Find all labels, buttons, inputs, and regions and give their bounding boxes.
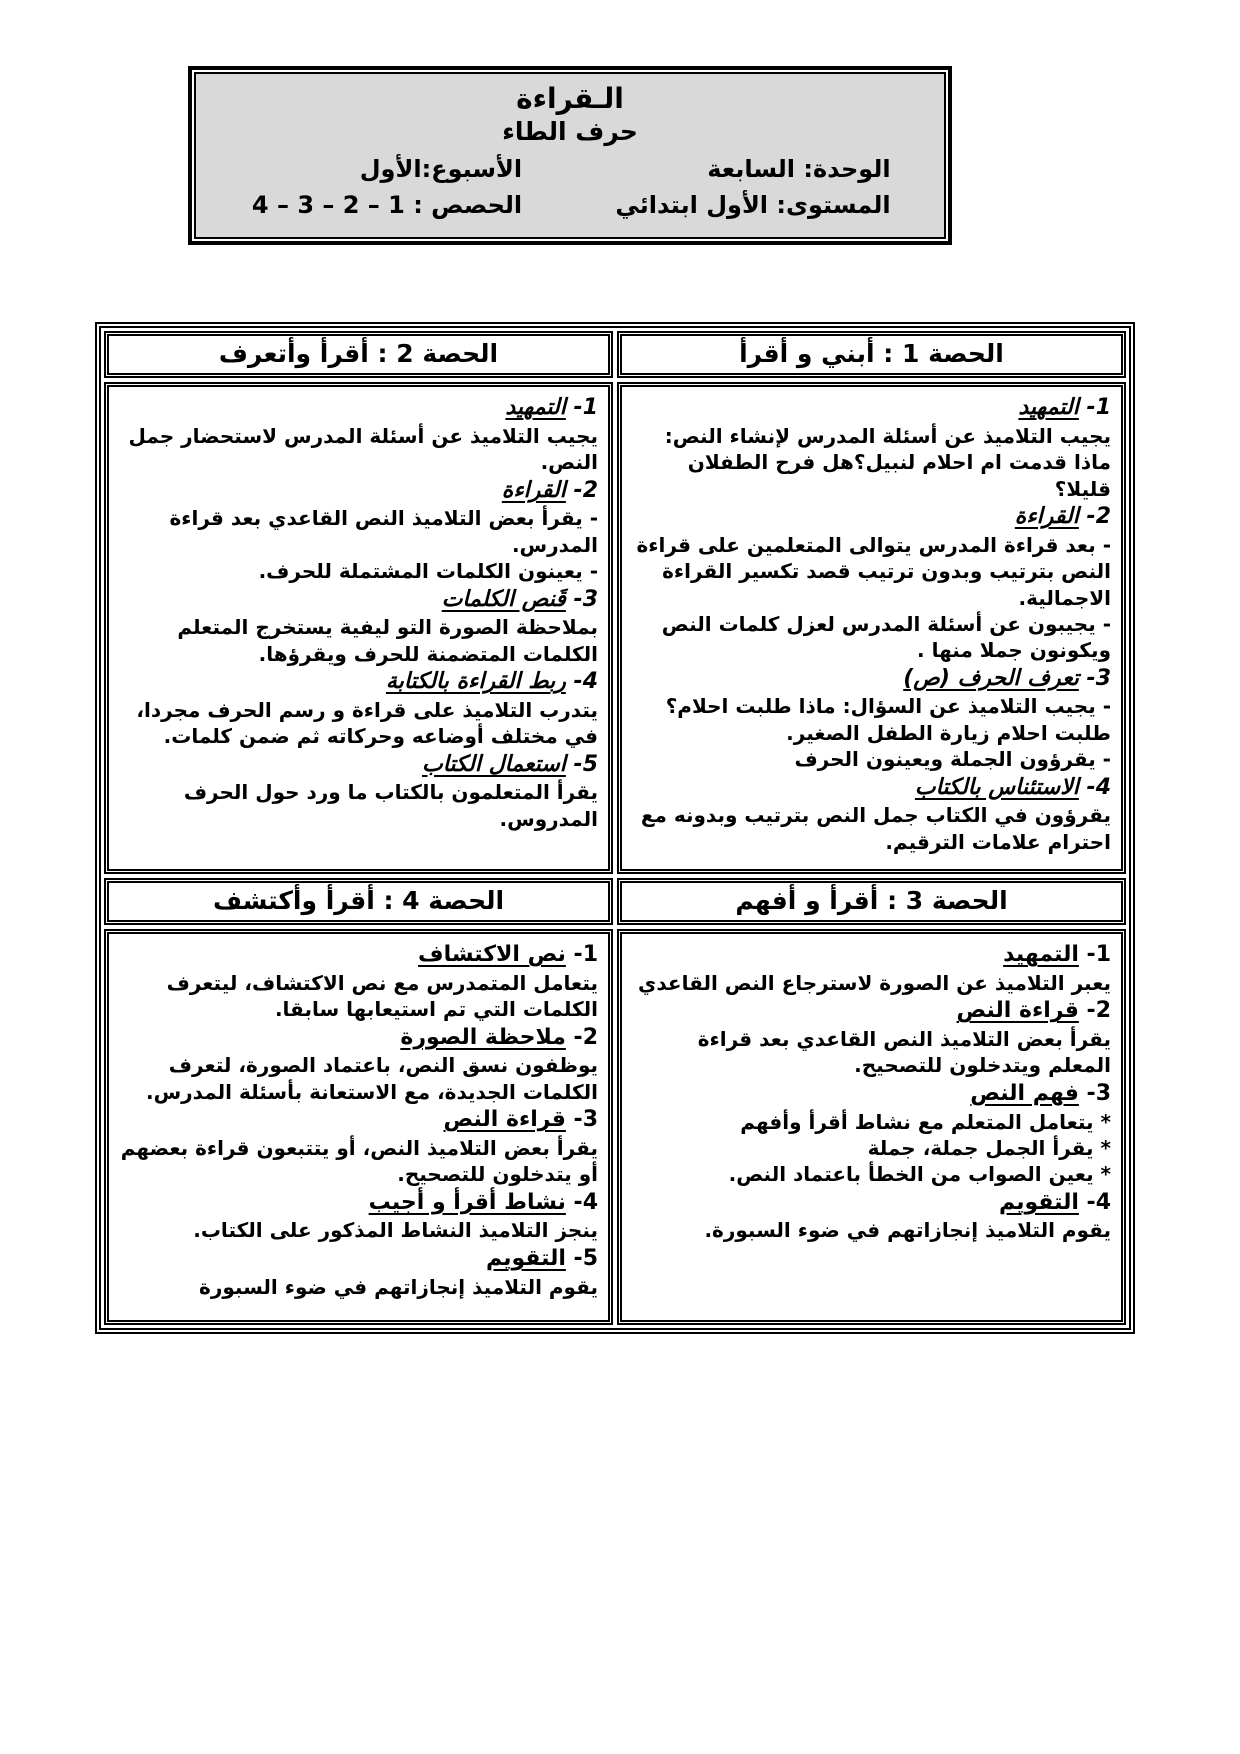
section-heading xyxy=(117,1105,598,1135)
week-label: الأسبوع:الأول xyxy=(359,154,523,183)
section-heading-text: قراءة النص xyxy=(443,1107,566,1133)
section-heading xyxy=(117,393,598,423)
section-number: 3- xyxy=(1086,1080,1111,1106)
session-section xyxy=(117,667,598,749)
section-paragraph: ينجز التلاميذ النشاط المذكور على الكتاب. xyxy=(193,1218,598,1243)
header-box xyxy=(188,66,952,245)
section-paragraph: بملاحظة الصورة التو ليفية يستخرج المتعلم الكلمات المتضمنة للحرف ويقرؤها. xyxy=(177,615,598,666)
section-heading xyxy=(117,1244,598,1274)
session-1-content xyxy=(617,382,1126,874)
section-heading xyxy=(117,1188,598,1218)
session-4-content xyxy=(104,929,613,1325)
session-section xyxy=(117,585,598,667)
header-meta-right xyxy=(570,151,936,223)
session-section xyxy=(117,476,598,585)
session-section xyxy=(630,664,1111,773)
section-heading-text: الاستئناس بالكتاب xyxy=(914,774,1079,800)
section-heading xyxy=(117,940,598,970)
section-heading xyxy=(630,1079,1111,1109)
section-heading-text: قراءة النص xyxy=(956,998,1079,1024)
section-number: 4- xyxy=(1086,774,1111,800)
section-number: 2- xyxy=(1086,998,1111,1024)
section-paragraph: يقرأ المتعلمون بالكتاب ما ورد حول الحرف المدروس. xyxy=(183,780,598,831)
section-heading xyxy=(630,393,1111,423)
section-paragraph: * يتعامل المتعلم مع نشاط أقرأ وأفهم xyxy=(740,1109,1111,1134)
session-section xyxy=(117,750,598,832)
section-heading-text: تعرف الحرف (ص) xyxy=(903,665,1079,691)
session-3-header: الحصة 3 : أقرأ و أفهم xyxy=(617,878,1126,925)
section-paragraph: يجيب التلاميذ عن أسئلة المدرس لإنشاء النص: ماذا قدمت ام احلام لنبيل؟هل فرح الطفلان قليلا؟ xyxy=(664,423,1111,501)
section-paragraph: يقرأ بعض التلاميذ النص، أو يتتبعون قراءة بعضهم أو يتدخلون للتصحيح. xyxy=(120,1135,598,1187)
level-label: المستوى: الأول ابتدائي xyxy=(615,190,891,219)
session-3-content xyxy=(617,929,1126,1325)
section-paragraph: يجيب التلاميذ عن أسئلة المدرس لاستحضار جمل النص. xyxy=(128,423,598,475)
section-paragraph: يقرأ بعض التلاميذ النص القاعدي بعد قراءة المعلم ويتدخلون للتصحيح. xyxy=(697,1027,1111,1078)
section-paragraph: يتعامل المتمدرس مع نص الاكتشاف، ليتعرف الكلمات التي تم استيعابها سابقا. xyxy=(166,971,598,1022)
session-section xyxy=(117,1188,598,1244)
section-number: 1- xyxy=(573,395,598,421)
section-heading-text: التمهيد xyxy=(1018,395,1079,421)
header-meta-row xyxy=(204,151,936,223)
session-4-header: الحصة 4 : أقرأ وأكتشف xyxy=(104,878,613,925)
section-heading-text: فهم النص xyxy=(970,1080,1079,1106)
section-number: 1- xyxy=(573,942,598,968)
section-heading xyxy=(630,664,1111,694)
section-paragraph: * يعين الصواب من الخطأ باعتماد النص. xyxy=(728,1162,1111,1187)
section-heading-text: التقويم xyxy=(485,1245,566,1271)
session-section xyxy=(630,1188,1111,1244)
session-1-header: الحصة 1 : أبني و أقرأ xyxy=(617,331,1126,378)
section-paragraph: يتدرب التلاميذ على قراءة و رسم الحرف مجردا، في مختلف أوضاعه وحركاته ثم ضمن كلمات. xyxy=(136,697,598,749)
header-box-inner xyxy=(194,72,946,239)
sessions-numbers-label: الحصص : 1 – 2 – 3 – 4 xyxy=(251,190,523,219)
section-heading-text: القراءة xyxy=(501,477,566,503)
section-paragraph: يوظفون نسق النص، باعتماد الصورة، لتعرف الكلمات الجديدة، مع الاستعانة بأسئلة المدرس. xyxy=(145,1053,598,1104)
section-heading xyxy=(630,1188,1111,1218)
section-number: 1- xyxy=(1086,942,1111,968)
section-heading-text: التمهيد xyxy=(1003,942,1079,968)
lesson-letter-subtitle: حرف الطاء xyxy=(502,116,638,146)
lesson-title: الـقراءة xyxy=(516,82,624,115)
session-section xyxy=(630,996,1111,1078)
session-section xyxy=(117,1244,598,1300)
section-number: 2- xyxy=(573,477,598,503)
section-heading-text: نشاط أقرأ و أجيب xyxy=(368,1189,566,1215)
section-number: 4- xyxy=(573,1189,598,1215)
section-paragraph: يقوم التلاميذ إنجازاتهم في ضوء السبورة xyxy=(199,1274,598,1299)
section-heading xyxy=(117,476,598,506)
section-paragraph: - يجيبون عن أسئلة المدرس لعزل كلمات النص ويكونون جملا منها . xyxy=(661,611,1111,663)
session-section xyxy=(117,393,598,475)
session-2-header: الحصة 2 : أقرأ وأتعرف xyxy=(104,331,613,378)
section-heading xyxy=(117,585,598,615)
section-paragraph: يقرؤون في الكتاب جمل النص بترتيب وبدونه مع احترام علامات الترقيم. xyxy=(640,803,1111,854)
session-section xyxy=(117,940,598,1022)
section-heading xyxy=(630,502,1111,532)
section-heading-text: استعمال الكتاب xyxy=(421,751,566,777)
section-paragraph: - يقرؤون الجملة ويعينون الحرف xyxy=(794,747,1111,772)
session-section xyxy=(630,940,1111,996)
section-heading-text: التمهيد xyxy=(505,395,566,421)
session-section xyxy=(630,1079,1111,1188)
section-heading-text: ربط القراءة بالكتابة xyxy=(385,669,566,695)
section-heading xyxy=(117,667,598,697)
section-paragraph: - يقرأ بعض التلاميذ النص القاعدي بعد قراءة المدرس. xyxy=(169,506,598,557)
session-section xyxy=(630,773,1111,855)
section-heading-text: التقويم xyxy=(998,1189,1079,1215)
section-number: 3- xyxy=(573,586,598,612)
session-section xyxy=(117,1105,598,1187)
section-number: 5- xyxy=(573,751,598,777)
sessions-grid xyxy=(104,331,1126,1325)
session-section xyxy=(117,1023,598,1105)
section-paragraph: - يجيب التلاميذ عن السؤال: ماذا طلبت احلام؟ طلبت احلام زيارة الطفل الصغير. xyxy=(665,694,1111,745)
session-2-content xyxy=(104,382,613,874)
section-number: 1- xyxy=(1086,395,1111,421)
section-heading xyxy=(630,940,1111,970)
section-paragraph: * يقرأ الجمل جملة، جملة xyxy=(867,1135,1111,1160)
section-heading xyxy=(630,773,1111,803)
section-heading-text: القراءة xyxy=(1014,504,1079,530)
section-heading xyxy=(117,1023,598,1053)
section-number: 4- xyxy=(1086,1189,1111,1215)
sessions-table xyxy=(95,322,1135,1334)
section-paragraph: - يعينون الكلمات المشتملة للحرف. xyxy=(258,559,598,584)
section-heading xyxy=(117,750,598,780)
section-number: 2- xyxy=(1086,504,1111,530)
section-number: 3- xyxy=(573,1107,598,1133)
session-section xyxy=(630,393,1111,502)
session-section xyxy=(630,502,1111,664)
section-number: 5- xyxy=(573,1245,598,1271)
section-heading-text: قَنص الكلمات xyxy=(441,586,566,612)
section-heading xyxy=(630,996,1111,1026)
section-paragraph: يعبر التلاميذ عن الصورة لاسترجاع النص القاعدي xyxy=(638,971,1111,996)
section-heading-text: نص الاكتشاف xyxy=(418,942,566,968)
header-meta-left xyxy=(204,151,570,223)
section-number: 2- xyxy=(573,1024,598,1050)
section-paragraph: - بعد قراءة المدرس يتوالى المتعلمين على قراءة النص بترتيب وبدون ترتيب قصد تكسير القراءة الاجمالية. xyxy=(636,532,1111,610)
section-number: 4- xyxy=(573,669,598,695)
section-paragraph: يقوم التلاميذ إنجازاتهم في ضوء السبورة. xyxy=(704,1218,1111,1243)
section-number: 3- xyxy=(1086,665,1111,691)
section-heading-text: ملاحظة الصورة xyxy=(400,1024,566,1050)
unit-label: الوحدة: السابعة xyxy=(707,154,891,183)
